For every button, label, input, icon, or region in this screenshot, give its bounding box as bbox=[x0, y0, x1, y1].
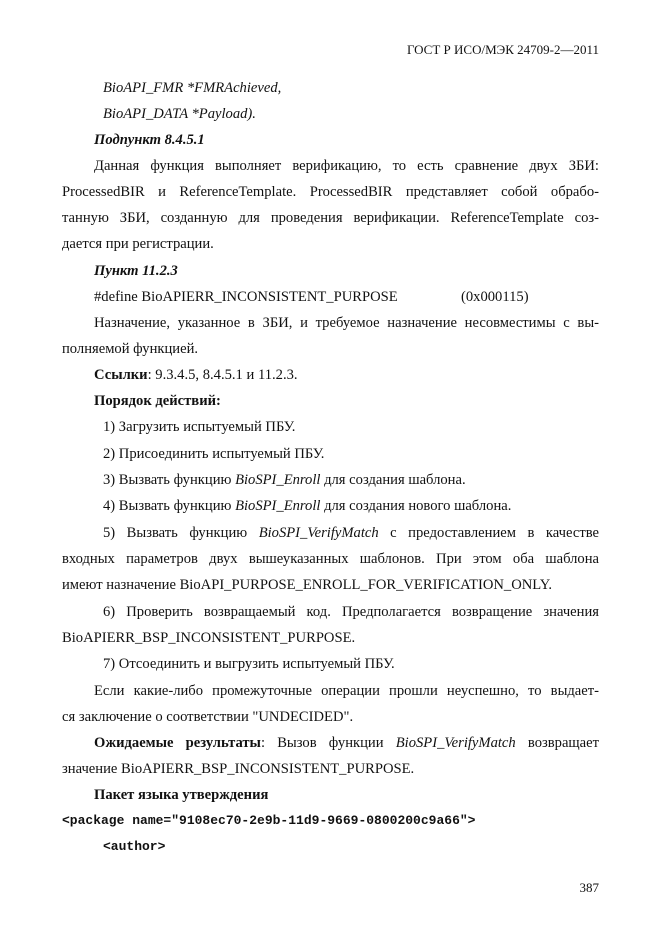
paragraph-line: танную ЗБИ, созданную для проведения верификации. ReferenceTemplate соз- bbox=[62, 210, 599, 226]
references-line bbox=[94, 366, 298, 384]
function-name: BioSPI_VerifyMatch bbox=[395, 735, 516, 751]
procedure-heading: Порядок действий: bbox=[94, 393, 221, 409]
define-value: (0x000115) bbox=[461, 289, 529, 305]
paragraph-line: значение BioAPIERR_BSP_INCONSISTENT_PURPOSE. bbox=[62, 761, 415, 777]
references-value: : 9.3.4.5, 8.4.5.1 и 11.2.3. bbox=[147, 367, 298, 383]
function-name: BioSPI_VerifyMatch bbox=[258, 525, 379, 541]
function-name: BioSPI_Enroll bbox=[235, 472, 321, 488]
paragraph-line: ся заключение о соответствии "UNDECIDED". bbox=[62, 709, 354, 725]
step-1: 1) Загрузить испытуемый ПБУ. bbox=[103, 419, 296, 435]
expected-text: : Вызов функции bbox=[260, 735, 396, 751]
step-text: с предоставлением в качестве bbox=[378, 525, 599, 541]
step-6: 6) Проверить возвращаемый код. Предполагается возвращение значения bbox=[103, 604, 599, 620]
step-4 bbox=[103, 497, 511, 515]
step-7: 7) Отсоединить и выгрузить испытуемый ПБУ. bbox=[103, 656, 395, 672]
step-2: 2) Присоединить испытуемый ПБУ. bbox=[103, 446, 325, 462]
paragraph-line: дается при регистрации. bbox=[62, 236, 214, 252]
references-label: Ссылки bbox=[94, 367, 148, 383]
paragraph-line: ProcessedBIR и ReferenceTemplate. ProcessedBIR представляет собой обрабо- bbox=[62, 184, 599, 200]
step-5 bbox=[103, 524, 599, 542]
paragraph-line: Данная функция выполняет верификацию, то есть сравнение двух ЗБИ: bbox=[94, 158, 599, 174]
paragraph-line: Назначение, указанное в ЗБИ, и требуемое назначение несовместимы с вы- bbox=[94, 315, 599, 331]
subclause-heading: Подпункт 8.4.5.1 bbox=[94, 132, 205, 148]
page-header: ГОСТ Р ИСО/МЭК 24709-2—2011 bbox=[406, 42, 599, 57]
step-text: для создания нового шаблона. bbox=[320, 498, 512, 514]
expected-results bbox=[94, 734, 599, 752]
paragraph-line: имеют назначение BioAPI_PURPOSE_ENROLL_FOR_VERIFICATION_ONLY. bbox=[62, 577, 553, 593]
expected-text: возвращает bbox=[515, 735, 599, 751]
paragraph-line: BioAPIERR_BSP_INCONSISTENT_PURPOSE. bbox=[62, 630, 356, 646]
page-number: 387 bbox=[579, 880, 599, 895]
param-fmr: BioAPI_FMR *FMRAchieved, bbox=[103, 80, 282, 96]
clause-heading: Пункт 11.2.3 bbox=[94, 263, 178, 279]
code-line: <package name="9108ec70-2e9b-11d9-9669-0800200c9a66"> bbox=[62, 813, 476, 828]
function-name: BioSPI_Enroll bbox=[235, 498, 321, 514]
expected-results-label: Ожидаемые результаты bbox=[94, 735, 261, 751]
step-text: 4) Вызвать функцию bbox=[103, 498, 236, 514]
step-text: 3) Вызвать функцию bbox=[103, 472, 236, 488]
step-text: для создания шаблона. bbox=[320, 472, 466, 488]
param-data: BioAPI_DATA *Payload). bbox=[103, 106, 256, 122]
step-text: 5) Вызвать функцию bbox=[103, 525, 259, 541]
paragraph-line: входных параметров двух вышеуказанных шаблонов. При этом оба шаблона bbox=[62, 551, 599, 567]
paragraph-line: полняемой функцией. bbox=[62, 341, 199, 357]
step-3 bbox=[103, 471, 466, 489]
code-line: <author> bbox=[103, 839, 166, 854]
package-heading: Пакет языка утверждения bbox=[94, 787, 269, 803]
define-name: #define BioAPIERR_INCONSISTENT_PURPOSE bbox=[94, 289, 398, 305]
paragraph-line: Если какие-либо промежуточные операции прошли неуспешно, то выдает- bbox=[94, 683, 599, 699]
